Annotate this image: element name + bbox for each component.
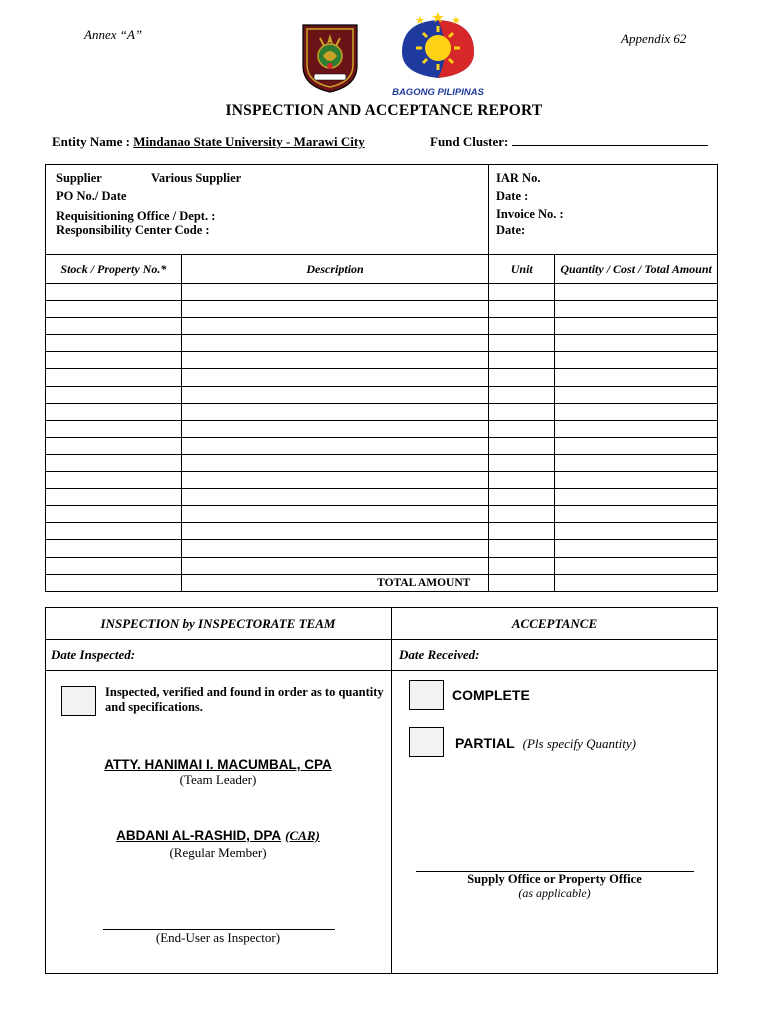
stock-cell[interactable] — [46, 557, 182, 574]
quantity-cell[interactable] — [555, 523, 718, 540]
quantity-cell[interactable] — [555, 472, 718, 489]
stock-cell[interactable] — [46, 437, 182, 454]
unit-cell[interactable] — [489, 437, 555, 454]
details-divider — [488, 164, 489, 255]
quantity-cell[interactable] — [555, 454, 718, 471]
quantity-cell[interactable] — [555, 301, 718, 318]
table-row — [46, 557, 718, 574]
partial-note: (Pls specify Quantity) — [522, 736, 636, 751]
regular-member-tag: (CAR) — [285, 828, 320, 843]
table-row — [46, 506, 718, 523]
responsibility-center-label: Responsibility Center Code : — [56, 223, 210, 237]
stock-cell[interactable] — [46, 403, 182, 420]
table-row — [46, 489, 718, 506]
requisitioning-office-label: Requisitioning Office / Dept. : — [56, 209, 216, 223]
table-header-row — [46, 255, 718, 284]
supply-office-note: (as applicable) — [518, 886, 591, 900]
unit-cell[interactable] — [489, 301, 555, 318]
stock-cell[interactable] — [46, 506, 182, 523]
supply-office-label: Supply Office or Property Office — [467, 872, 642, 886]
description-cell[interactable] — [181, 557, 489, 574]
team-leader-block — [45, 757, 391, 788]
inspection-acceptance-box — [45, 607, 718, 974]
quantity-cell[interactable] — [555, 437, 718, 454]
section-header-line — [45, 639, 718, 640]
stock-cell[interactable] — [46, 489, 182, 506]
appendix-label: Appendix 62 — [621, 31, 687, 46]
team-leader-role: (Team Leader) — [179, 772, 257, 787]
quantity-cell[interactable] — [555, 386, 718, 403]
col-stock-header: Stock / Property No.* — [46, 255, 182, 284]
entity-name-row — [52, 134, 365, 150]
team-leader-name: ATTY. HANIMAI I. MACUMBAL, CPA — [104, 757, 332, 772]
table-row — [46, 318, 718, 335]
description-cell[interactable] — [181, 403, 489, 420]
table-row — [46, 352, 718, 369]
quantity-cell[interactable] — [555, 318, 718, 335]
items-table — [45, 254, 718, 592]
description-cell[interactable] — [181, 352, 489, 369]
total-stock-cell — [46, 574, 182, 591]
quantity-cell[interactable] — [555, 369, 718, 386]
table-row — [46, 523, 718, 540]
quantity-cell[interactable] — [555, 352, 718, 369]
quantity-cell[interactable] — [555, 284, 718, 301]
po-date-label: PO No./ Date — [56, 189, 127, 203]
stock-cell[interactable] — [46, 335, 182, 352]
annex-label: Annex “A” — [84, 27, 143, 42]
complete-label: COMPLETE — [452, 687, 530, 703]
table-row — [46, 472, 718, 489]
bagong-pilipinas-logo — [392, 12, 484, 102]
unit-cell[interactable] — [489, 335, 555, 352]
date-received-label: Date Received: — [399, 647, 480, 662]
description-cell[interactable] — [181, 386, 489, 403]
unit-cell[interactable] — [489, 284, 555, 301]
iar-no-label: IAR No. — [496, 171, 541, 185]
invoice-date-label: Date: — [496, 223, 526, 237]
report-title: INSPECTION AND ACCEPTANCE REPORT — [225, 102, 543, 119]
col-unit-header: Unit — [489, 255, 555, 284]
unit-cell[interactable] — [489, 454, 555, 471]
col-quantity-header: Quantity / Cost / Total Amount — [555, 255, 718, 284]
end-user-role: (End-User as Inspector) — [155, 930, 281, 945]
table-row — [46, 301, 718, 318]
table-row — [46, 284, 718, 301]
description-cell[interactable] — [181, 369, 489, 386]
description-cell[interactable] — [181, 437, 489, 454]
table-row — [46, 369, 718, 386]
description-cell[interactable] — [181, 454, 489, 471]
stock-cell[interactable] — [46, 540, 182, 557]
total-amount-cell[interactable] — [555, 574, 718, 591]
description-cell[interactable] — [181, 506, 489, 523]
unit-cell[interactable] — [489, 420, 555, 437]
partial-checkbox[interactable] — [409, 727, 444, 757]
stock-cell[interactable] — [46, 318, 182, 335]
fund-cluster-field[interactable] — [512, 135, 708, 146]
quantity-cell[interactable] — [555, 557, 718, 574]
partial-row — [455, 735, 636, 753]
table-row — [46, 420, 718, 437]
table-row — [46, 386, 718, 403]
quantity-cell[interactable] — [555, 540, 718, 557]
description-cell[interactable] — [181, 318, 489, 335]
description-cell[interactable] — [181, 489, 489, 506]
unit-cell[interactable] — [489, 386, 555, 403]
stock-cell[interactable] — [46, 386, 182, 403]
unit-cell[interactable] — [489, 557, 555, 574]
date-row-line — [45, 670, 718, 671]
quantity-cell[interactable] — [555, 506, 718, 523]
unit-cell[interactable] — [489, 352, 555, 369]
unit-cell[interactable] — [489, 489, 555, 506]
unit-cell[interactable] — [489, 472, 555, 489]
inspection-title: INSPECTION by INSPECTORATE TEAM — [100, 616, 336, 631]
unit-cell[interactable] — [489, 403, 555, 420]
unit-cell[interactable] — [489, 318, 555, 335]
entity-name-value[interactable]: Mindanao State University - Marawi City — [133, 134, 365, 149]
quantity-cell[interactable] — [555, 335, 718, 352]
supplier-label: Supplier — [56, 171, 102, 185]
iar-date-label: Date : — [496, 189, 529, 203]
description-cell[interactable] — [181, 284, 489, 301]
total-row — [46, 574, 718, 591]
partial-label: PARTIAL — [455, 735, 515, 751]
total-amount-label: TOTAL AMOUNT — [181, 574, 489, 591]
msu-seal-logo — [300, 22, 360, 94]
table-row — [46, 454, 718, 471]
stock-cell[interactable] — [46, 472, 182, 489]
total-unit-cell — [489, 574, 555, 591]
fund-cluster-label: Fund Cluster: — [430, 134, 509, 149]
stock-cell[interactable] — [46, 352, 182, 369]
stock-cell[interactable] — [46, 301, 182, 318]
table-row — [46, 335, 718, 352]
date-inspected-label: Date Inspected: — [51, 647, 136, 662]
description-cell[interactable] — [181, 540, 489, 557]
regular-member-name: ABDANI AL-RASHID, DPA — [116, 828, 282, 843]
inspected-statement: Inspected, verified and found in order as to quantity and specifications. — [105, 685, 384, 714]
regular-member-role: (Regular Member) — [169, 845, 267, 860]
entity-name-label: Entity Name : — [52, 134, 130, 149]
inspected-checkbox[interactable] — [61, 686, 96, 716]
supplier-value[interactable]: Various Supplier — [151, 171, 242, 185]
stock-cell[interactable] — [46, 523, 182, 540]
stock-cell[interactable] — [46, 284, 182, 301]
table-row — [46, 403, 718, 420]
description-cell[interactable] — [181, 335, 489, 352]
description-cell[interactable] — [181, 472, 489, 489]
inspection-acceptance-divider — [391, 607, 392, 974]
regular-member-block — [45, 827, 391, 861]
description-cell[interactable] — [181, 523, 489, 540]
description-cell[interactable] — [181, 301, 489, 318]
col-description-header: Description — [181, 255, 489, 284]
fund-cluster-row — [430, 134, 708, 150]
bagong-pilipinas-caption: BAGONG PILIPINAS — [392, 87, 484, 98]
quantity-cell[interactable] — [555, 420, 718, 437]
quantity-cell[interactable] — [555, 489, 718, 506]
unit-cell[interactable] — [489, 523, 555, 540]
stock-cell[interactable] — [46, 454, 182, 471]
acceptance-title: ACCEPTANCE — [511, 616, 598, 631]
table-row — [46, 437, 718, 454]
invoice-no-label: Invoice No. : — [496, 207, 564, 221]
quantity-cell[interactable] — [555, 403, 718, 420]
stock-cell[interactable] — [46, 369, 182, 386]
unit-cell[interactable] — [489, 506, 555, 523]
stock-cell[interactable] — [46, 420, 182, 437]
unit-cell[interactable] — [489, 540, 555, 557]
description-cell[interactable] — [181, 420, 489, 437]
unit-cell[interactable] — [489, 369, 555, 386]
table-row — [46, 540, 718, 557]
complete-checkbox[interactable] — [409, 680, 444, 710]
